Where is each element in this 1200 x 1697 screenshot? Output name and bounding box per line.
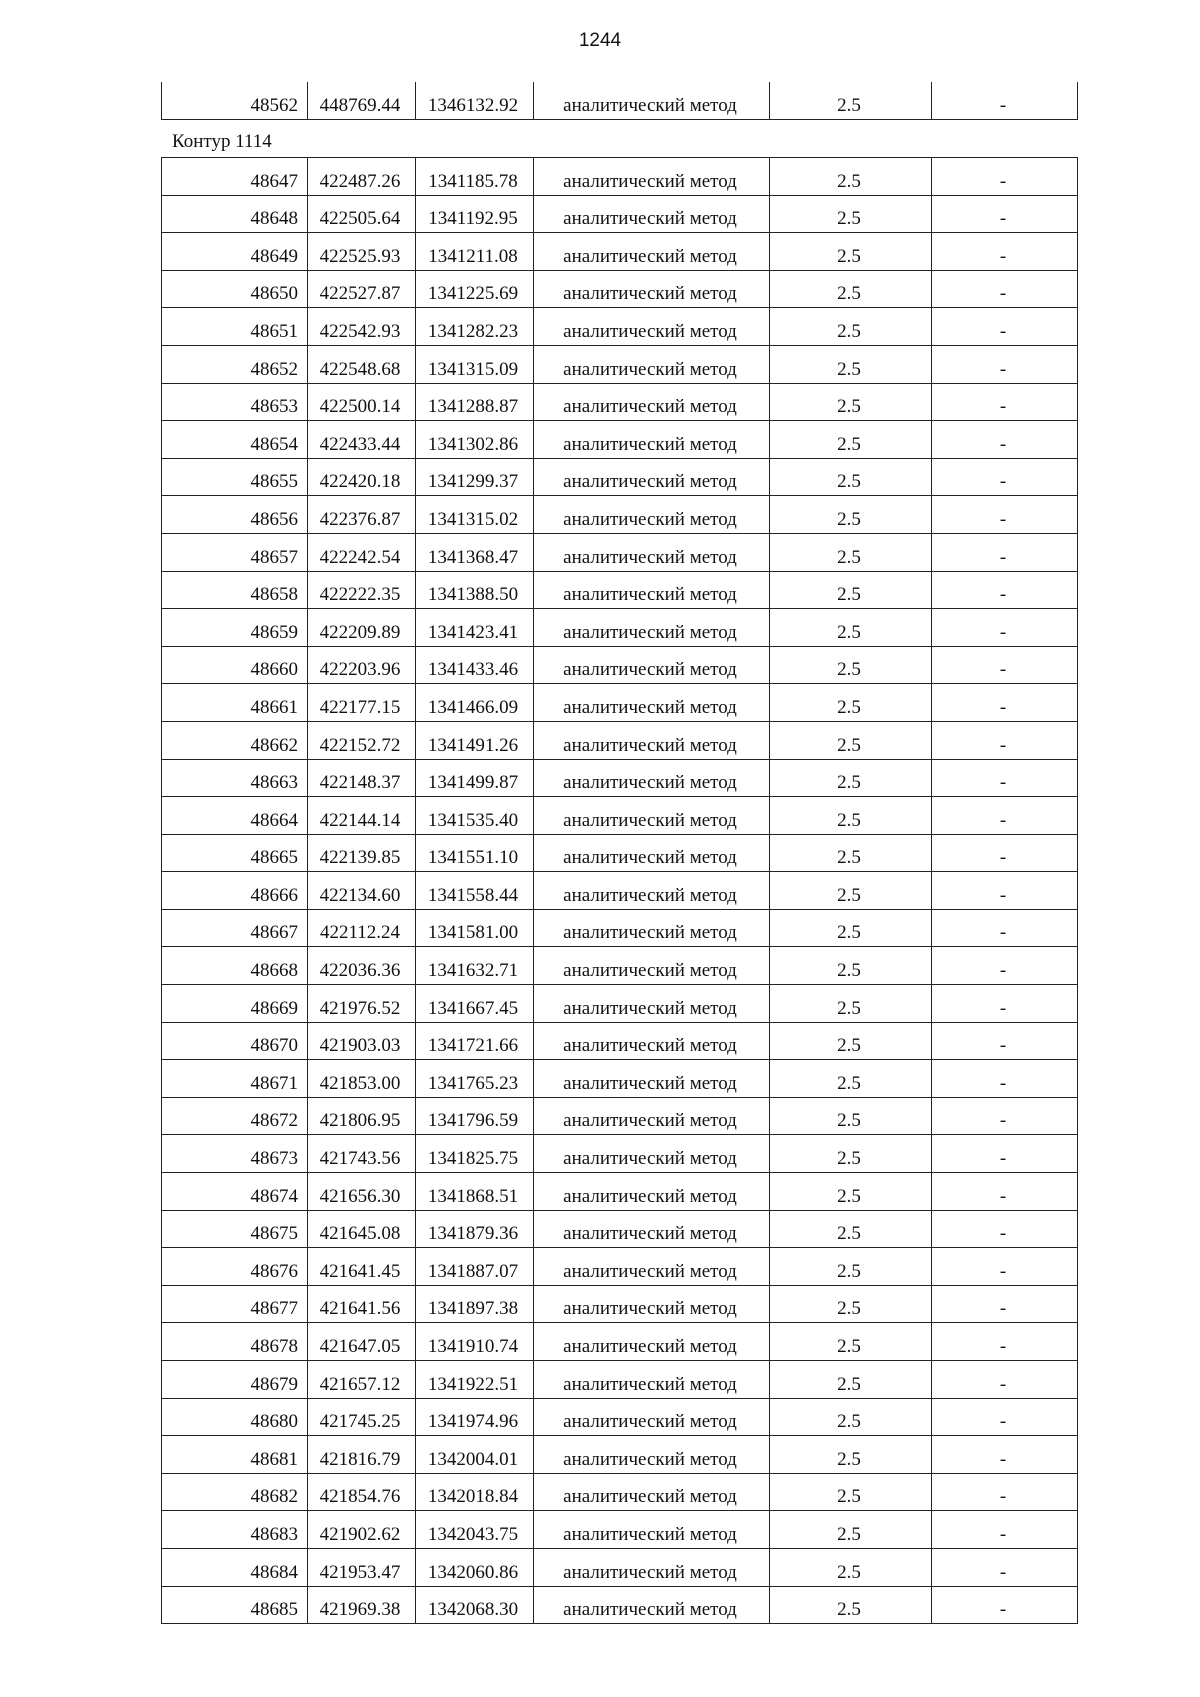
table-row xyxy=(162,496,1078,534)
x-coordinate-cell: 422152.72 xyxy=(308,721,416,759)
method-cell: аналитический метод xyxy=(534,1398,770,1436)
table-row xyxy=(162,345,1078,383)
method-cell: аналитический метод xyxy=(534,458,770,496)
y-coordinate-cell: 1341796.59 xyxy=(416,1097,534,1135)
precision-cell: 2.5 xyxy=(770,496,932,534)
table-row xyxy=(162,1285,1078,1323)
point-number-cell: 48677 xyxy=(162,1285,308,1323)
extra-cell: - xyxy=(932,308,1078,346)
precision-cell: 2.5 xyxy=(770,1097,932,1135)
precision-cell: 2.5 xyxy=(770,82,932,119)
point-number-cell: 48683 xyxy=(162,1511,308,1549)
precision-cell: 2.5 xyxy=(770,1135,932,1173)
y-coordinate-cell: 1341388.50 xyxy=(416,571,534,609)
extra-cell: - xyxy=(932,684,1078,722)
point-number-cell: 48665 xyxy=(162,834,308,872)
precision-cell: 2.5 xyxy=(770,383,932,421)
y-coordinate-cell: 1341433.46 xyxy=(416,646,534,684)
y-coordinate-cell: 1341667.45 xyxy=(416,985,534,1023)
table-row xyxy=(162,834,1078,872)
point-number-cell: 48679 xyxy=(162,1361,308,1399)
extra-cell: - xyxy=(932,834,1078,872)
point-number-cell: 48661 xyxy=(162,684,308,722)
method-cell: аналитический метод xyxy=(534,1210,770,1248)
y-coordinate-cell: 1341499.87 xyxy=(416,759,534,797)
x-coordinate-cell: 422487.26 xyxy=(308,158,416,196)
precision-cell: 2.5 xyxy=(770,797,932,835)
precision-cell: 2.5 xyxy=(770,233,932,271)
precision-cell: 2.5 xyxy=(770,345,932,383)
precision-cell: 2.5 xyxy=(770,421,932,459)
method-cell: аналитический метод xyxy=(534,721,770,759)
precision-cell: 2.5 xyxy=(770,684,932,722)
precision-cell: 2.5 xyxy=(770,759,932,797)
method-cell: аналитический метод xyxy=(534,1586,770,1624)
method-cell: аналитический метод xyxy=(534,1060,770,1098)
point-number-cell: 48659 xyxy=(162,609,308,647)
precision-cell: 2.5 xyxy=(770,1285,932,1323)
method-cell: аналитический метод xyxy=(534,1323,770,1361)
x-coordinate-cell: 422242.54 xyxy=(308,533,416,571)
extra-cell: - xyxy=(932,571,1078,609)
x-coordinate-cell: 421657.12 xyxy=(308,1361,416,1399)
extra-cell: - xyxy=(932,1248,1078,1286)
method-cell: аналитический метод xyxy=(534,872,770,910)
extra-cell: - xyxy=(932,1548,1078,1586)
table-body-main xyxy=(162,158,1078,1624)
method-cell: аналитический метод xyxy=(534,759,770,797)
method-cell: аналитический метод xyxy=(534,1511,770,1549)
x-coordinate-cell: 422139.85 xyxy=(308,834,416,872)
coordinates-table xyxy=(161,157,1078,1624)
point-number-cell: 48662 xyxy=(162,721,308,759)
precision-cell: 2.5 xyxy=(770,533,932,571)
precision-cell: 2.5 xyxy=(770,1323,932,1361)
table-row xyxy=(162,308,1078,346)
method-cell: аналитический метод xyxy=(534,1361,770,1399)
precision-cell: 2.5 xyxy=(770,1436,932,1474)
extra-cell: - xyxy=(932,1323,1078,1361)
y-coordinate-cell: 1341765.23 xyxy=(416,1060,534,1098)
y-coordinate-cell: 1341225.69 xyxy=(416,270,534,308)
y-coordinate-cell: 1341632.71 xyxy=(416,947,534,985)
extra-cell: - xyxy=(932,759,1078,797)
precision-cell: 2.5 xyxy=(770,872,932,910)
precision-cell: 2.5 xyxy=(770,834,932,872)
x-coordinate-cell: 421854.76 xyxy=(308,1473,416,1511)
method-cell: аналитический метод xyxy=(534,1022,770,1060)
y-coordinate-cell: 1341922.51 xyxy=(416,1361,534,1399)
table-row xyxy=(162,383,1078,421)
x-coordinate-cell: 422177.15 xyxy=(308,684,416,722)
extra-cell: - xyxy=(932,1586,1078,1624)
precision-cell: 2.5 xyxy=(770,458,932,496)
y-coordinate-cell: 1341192.95 xyxy=(416,195,534,233)
table-row xyxy=(162,1473,1078,1511)
table-row xyxy=(162,609,1078,647)
point-number-cell: 48656 xyxy=(162,496,308,534)
method-cell: аналитический метод xyxy=(534,308,770,346)
method-cell: аналитический метод xyxy=(534,797,770,835)
method-cell: аналитический метод xyxy=(534,195,770,233)
y-coordinate-cell: 1346132.92 xyxy=(416,82,534,119)
method-cell: аналитический метод xyxy=(534,533,770,571)
point-number-cell: 48654 xyxy=(162,421,308,459)
x-coordinate-cell: 421645.08 xyxy=(308,1210,416,1248)
page-number: 1244 xyxy=(578,30,622,51)
y-coordinate-cell: 1341315.02 xyxy=(416,496,534,534)
x-coordinate-cell: 422203.96 xyxy=(308,646,416,684)
point-number-cell: 48648 xyxy=(162,195,308,233)
extra-cell: - xyxy=(932,1398,1078,1436)
y-coordinate-cell: 1341282.23 xyxy=(416,308,534,346)
y-coordinate-cell: 1341368.47 xyxy=(416,533,534,571)
table-row xyxy=(162,646,1078,684)
x-coordinate-cell: 421969.38 xyxy=(308,1586,416,1624)
precision-cell: 2.5 xyxy=(770,947,932,985)
y-coordinate-cell: 1341302.86 xyxy=(416,421,534,459)
extra-cell: - xyxy=(932,872,1078,910)
table-row xyxy=(162,1548,1078,1586)
y-coordinate-cell: 1341825.75 xyxy=(416,1135,534,1173)
x-coordinate-cell: 421903.03 xyxy=(308,1022,416,1060)
table-row xyxy=(162,270,1078,308)
table-row xyxy=(162,1586,1078,1624)
table-row xyxy=(162,1323,1078,1361)
table-row xyxy=(162,1097,1078,1135)
x-coordinate-cell: 422525.93 xyxy=(308,233,416,271)
method-cell: аналитический метод xyxy=(534,609,770,647)
point-number-cell: 48653 xyxy=(162,383,308,421)
x-coordinate-cell: 421743.56 xyxy=(308,1135,416,1173)
precision-cell: 2.5 xyxy=(770,308,932,346)
x-coordinate-cell: 422036.36 xyxy=(308,947,416,985)
method-cell: аналитический метод xyxy=(534,158,770,196)
point-number-cell: 48660 xyxy=(162,646,308,684)
x-coordinate-cell: 422376.87 xyxy=(308,496,416,534)
precision-cell: 2.5 xyxy=(770,1511,932,1549)
table-row xyxy=(162,158,1078,196)
method-cell: аналитический метод xyxy=(534,496,770,534)
table-row xyxy=(162,985,1078,1023)
extra-cell: - xyxy=(932,1022,1078,1060)
point-number-cell: 48684 xyxy=(162,1548,308,1586)
y-coordinate-cell: 1341185.78 xyxy=(416,158,534,196)
y-coordinate-cell: 1342004.01 xyxy=(416,1436,534,1474)
precision-cell: 2.5 xyxy=(770,195,932,233)
extra-cell: - xyxy=(932,1473,1078,1511)
table-row xyxy=(162,571,1078,609)
precision-cell: 2.5 xyxy=(770,158,932,196)
method-cell: аналитический метод xyxy=(534,1248,770,1286)
table-row xyxy=(162,1436,1078,1474)
method-cell: аналитический метод xyxy=(534,233,770,271)
point-number-cell: 48675 xyxy=(162,1210,308,1248)
table-row xyxy=(162,759,1078,797)
extra-cell: - xyxy=(932,1285,1078,1323)
precision-cell: 2.5 xyxy=(770,985,932,1023)
method-cell: аналитический метод xyxy=(534,345,770,383)
y-coordinate-cell: 1341288.87 xyxy=(416,383,534,421)
method-cell: аналитический метод xyxy=(534,1135,770,1173)
point-number-cell: 48663 xyxy=(162,759,308,797)
point-number-cell: 48650 xyxy=(162,270,308,308)
method-cell: аналитический метод xyxy=(534,571,770,609)
extra-cell: - xyxy=(932,345,1078,383)
point-number-cell: 48658 xyxy=(162,571,308,609)
extra-cell: - xyxy=(932,797,1078,835)
table-row xyxy=(162,1210,1078,1248)
extra-cell: - xyxy=(932,421,1078,459)
coordinates-table-continued xyxy=(161,82,1078,120)
point-number-cell: 48651 xyxy=(162,308,308,346)
method-cell: аналитический метод xyxy=(534,985,770,1023)
point-number-cell: 48673 xyxy=(162,1135,308,1173)
table-row xyxy=(162,1248,1078,1286)
table-body-top xyxy=(162,82,1078,119)
extra-cell: - xyxy=(932,195,1078,233)
y-coordinate-cell: 1341887.07 xyxy=(416,1248,534,1286)
method-cell: аналитический метод xyxy=(534,82,770,119)
x-coordinate-cell: 421902.62 xyxy=(308,1511,416,1549)
method-cell: аналитический метод xyxy=(534,834,770,872)
x-coordinate-cell: 422222.35 xyxy=(308,571,416,609)
extra-cell: - xyxy=(932,82,1078,119)
y-coordinate-cell: 1341423.41 xyxy=(416,609,534,647)
extra-cell: - xyxy=(932,1060,1078,1098)
point-number-cell: 48657 xyxy=(162,533,308,571)
precision-cell: 2.5 xyxy=(770,1548,932,1586)
table-row xyxy=(162,82,1078,119)
y-coordinate-cell: 1342018.84 xyxy=(416,1473,534,1511)
extra-cell: - xyxy=(932,609,1078,647)
x-coordinate-cell: 422548.68 xyxy=(308,345,416,383)
precision-cell: 2.5 xyxy=(770,1173,932,1211)
table-row xyxy=(162,533,1078,571)
extra-cell: - xyxy=(932,1436,1078,1474)
precision-cell: 2.5 xyxy=(770,1210,932,1248)
point-number-cell: 48678 xyxy=(162,1323,308,1361)
point-number-cell: 48666 xyxy=(162,872,308,910)
table-row xyxy=(162,1511,1078,1549)
table-row xyxy=(162,684,1078,722)
x-coordinate-cell: 422420.18 xyxy=(308,458,416,496)
precision-cell: 2.5 xyxy=(770,270,932,308)
method-cell: аналитический метод xyxy=(534,909,770,947)
extra-cell: - xyxy=(932,1361,1078,1399)
method-cell: аналитический метод xyxy=(534,646,770,684)
precision-cell: 2.5 xyxy=(770,1473,932,1511)
x-coordinate-cell: 422112.24 xyxy=(308,909,416,947)
method-cell: аналитический метод xyxy=(534,270,770,308)
point-number-cell: 48668 xyxy=(162,947,308,985)
y-coordinate-cell: 1341721.66 xyxy=(416,1022,534,1060)
method-cell: аналитический метод xyxy=(534,947,770,985)
y-coordinate-cell: 1341535.40 xyxy=(416,797,534,835)
y-coordinate-cell: 1341551.10 xyxy=(416,834,534,872)
method-cell: аналитический метод xyxy=(534,1548,770,1586)
x-coordinate-cell: 422134.60 xyxy=(308,872,416,910)
point-number-cell: 48676 xyxy=(162,1248,308,1286)
method-cell: аналитический метод xyxy=(534,383,770,421)
y-coordinate-cell: 1341315.09 xyxy=(416,345,534,383)
extra-cell: - xyxy=(932,1173,1078,1211)
precision-cell: 2.5 xyxy=(770,1248,932,1286)
y-coordinate-cell: 1341491.26 xyxy=(416,721,534,759)
x-coordinate-cell: 422433.44 xyxy=(308,421,416,459)
extra-cell: - xyxy=(932,533,1078,571)
precision-cell: 2.5 xyxy=(770,909,932,947)
x-coordinate-cell: 422144.14 xyxy=(308,797,416,835)
extra-cell: - xyxy=(932,985,1078,1023)
point-number-cell: 48652 xyxy=(162,345,308,383)
table-row xyxy=(162,1060,1078,1098)
method-cell: аналитический метод xyxy=(534,1097,770,1135)
method-cell: аналитический метод xyxy=(534,684,770,722)
point-number-cell: 48667 xyxy=(162,909,308,947)
method-cell: аналитический метод xyxy=(534,1285,770,1323)
extra-cell: - xyxy=(932,721,1078,759)
point-number-cell: 48681 xyxy=(162,1436,308,1474)
y-coordinate-cell: 1342068.30 xyxy=(416,1586,534,1624)
x-coordinate-cell: 422505.64 xyxy=(308,195,416,233)
point-number-cell: 48655 xyxy=(162,458,308,496)
y-coordinate-cell: 1341211.08 xyxy=(416,233,534,271)
point-number-cell: 48647 xyxy=(162,158,308,196)
precision-cell: 2.5 xyxy=(770,1586,932,1624)
point-number-cell: 48649 xyxy=(162,233,308,271)
y-coordinate-cell: 1341581.00 xyxy=(416,909,534,947)
y-coordinate-cell: 1341558.44 xyxy=(416,872,534,910)
precision-cell: 2.5 xyxy=(770,1398,932,1436)
x-coordinate-cell: 448769.44 xyxy=(308,82,416,119)
point-number-cell: 48669 xyxy=(162,985,308,1023)
precision-cell: 2.5 xyxy=(770,721,932,759)
method-cell: аналитический метод xyxy=(534,421,770,459)
table-row xyxy=(162,721,1078,759)
extra-cell: - xyxy=(932,1511,1078,1549)
x-coordinate-cell: 422148.37 xyxy=(308,759,416,797)
point-number-cell: 48682 xyxy=(162,1473,308,1511)
table-row xyxy=(162,458,1078,496)
table-row xyxy=(162,947,1078,985)
precision-cell: 2.5 xyxy=(770,1361,932,1399)
extra-cell: - xyxy=(932,909,1078,947)
x-coordinate-cell: 421806.95 xyxy=(308,1097,416,1135)
point-number-cell: 48664 xyxy=(162,797,308,835)
table-row xyxy=(162,421,1078,459)
extra-cell: - xyxy=(932,1135,1078,1173)
y-coordinate-cell: 1341897.38 xyxy=(416,1285,534,1323)
y-coordinate-cell: 1341974.96 xyxy=(416,1398,534,1436)
precision-cell: 2.5 xyxy=(770,609,932,647)
x-coordinate-cell: 422527.87 xyxy=(308,270,416,308)
method-cell: аналитический метод xyxy=(534,1173,770,1211)
point-number-cell: 48672 xyxy=(162,1097,308,1135)
table-row xyxy=(162,1173,1078,1211)
x-coordinate-cell: 421816.79 xyxy=(308,1436,416,1474)
x-coordinate-cell: 422542.93 xyxy=(308,308,416,346)
x-coordinate-cell: 421641.45 xyxy=(308,1248,416,1286)
extra-cell: - xyxy=(932,458,1078,496)
method-cell: аналитический метод xyxy=(534,1436,770,1474)
table-row xyxy=(162,1361,1078,1399)
table-row xyxy=(162,195,1078,233)
precision-cell: 2.5 xyxy=(770,646,932,684)
extra-cell: - xyxy=(932,1097,1078,1135)
y-coordinate-cell: 1342043.75 xyxy=(416,1511,534,1549)
table-row xyxy=(162,233,1078,271)
x-coordinate-cell: 421976.52 xyxy=(308,985,416,1023)
extra-cell: - xyxy=(932,947,1078,985)
point-number-cell: 48674 xyxy=(162,1173,308,1211)
y-coordinate-cell: 1341466.09 xyxy=(416,684,534,722)
y-coordinate-cell: 1341879.36 xyxy=(416,1210,534,1248)
precision-cell: 2.5 xyxy=(770,1060,932,1098)
y-coordinate-cell: 1341910.74 xyxy=(416,1323,534,1361)
precision-cell: 2.5 xyxy=(770,1022,932,1060)
extra-cell: - xyxy=(932,496,1078,534)
extra-cell: - xyxy=(932,233,1078,271)
table-row xyxy=(162,797,1078,835)
extra-cell: - xyxy=(932,383,1078,421)
extra-cell: - xyxy=(932,270,1078,308)
table-row xyxy=(162,1022,1078,1060)
table-row xyxy=(162,909,1078,947)
x-coordinate-cell: 421853.00 xyxy=(308,1060,416,1098)
x-coordinate-cell: 421745.25 xyxy=(308,1398,416,1436)
table-row xyxy=(162,1135,1078,1173)
y-coordinate-cell: 1341868.51 xyxy=(416,1173,534,1211)
point-number-cell: 48670 xyxy=(162,1022,308,1060)
extra-cell: - xyxy=(932,1210,1078,1248)
y-coordinate-cell: 1341299.37 xyxy=(416,458,534,496)
x-coordinate-cell: 421647.05 xyxy=(308,1323,416,1361)
x-coordinate-cell: 422500.14 xyxy=(308,383,416,421)
x-coordinate-cell: 422209.89 xyxy=(308,609,416,647)
x-coordinate-cell: 421641.56 xyxy=(308,1285,416,1323)
point-number-cell: 48685 xyxy=(162,1586,308,1624)
extra-cell: - xyxy=(932,158,1078,196)
x-coordinate-cell: 421953.47 xyxy=(308,1548,416,1586)
point-number-cell: 48562 xyxy=(162,82,308,119)
table-row xyxy=(162,872,1078,910)
method-cell: аналитический метод xyxy=(534,1473,770,1511)
point-number-cell: 48680 xyxy=(162,1398,308,1436)
section-label: Контур 1114 xyxy=(172,131,272,152)
table-row xyxy=(162,1398,1078,1436)
x-coordinate-cell: 421656.30 xyxy=(308,1173,416,1211)
precision-cell: 2.5 xyxy=(770,571,932,609)
extra-cell: - xyxy=(932,646,1078,684)
point-number-cell: 48671 xyxy=(162,1060,308,1098)
y-coordinate-cell: 1342060.86 xyxy=(416,1548,534,1586)
